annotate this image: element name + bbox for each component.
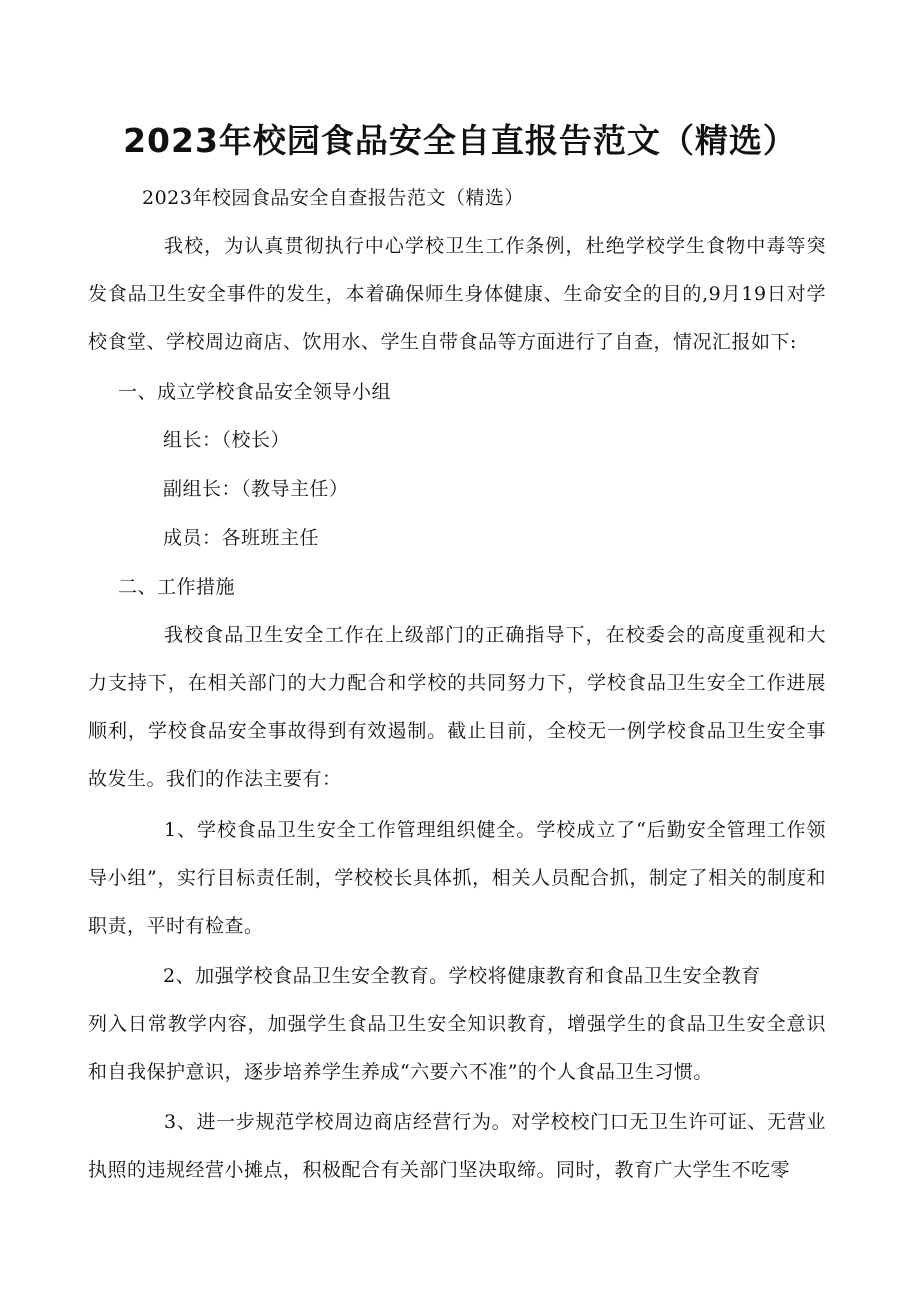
section-1-heading: 一、成立学校食品安全领导小组 (118, 381, 392, 403)
intro-paragraph: 我校，为认真贯彻执行中心学校卫生工作条例，杜绝学校学生食物中毒等突发食品卫生安全事件的发生，本着确保师生身体健康、生命安全的目的,9月19日对学校食堂、学校周边商店、饮用水、学生自带食品等方面进行了自查，情况汇报如下: (88, 235, 826, 353)
group-deputy: 副组长：（教导主任） (163, 478, 349, 500)
measure-item-3: 3、进一步规范学校周边商店经营行为。对学校校门口无卫生许可证、无营业执照的违规经营小摊点，积极配合有关部门坚决取缔。同时，教育广大学生不吃零 (88, 1111, 826, 1181)
group-members: 成员：各班班主任 (163, 527, 320, 549)
document-subtitle: 2023年校园食品安全自查报告范文（精选） (142, 187, 524, 209)
measure-item-2-continued: 列入日常教学内容，加强学生食品卫生安全知识教育，增强学生的食品卫生安全意识和自我保护意识，逐步培养学生养成“六要六不准”的个人食品卫生习惯。 (88, 1013, 826, 1083)
measures-summary-paragraph: 我校食品卫生安全工作在上级部门的正确指导下，在校委会的高度重视和大力支持下，在相关部门的大力配合和学校的共同努力下，学校食品卫生安全工作进展顺利，学校食品安全事故得到有效遏制。截止目前，全校无一例学校食品卫生安全事故发生。我们的作法主要有： (88, 624, 826, 790)
section-2-heading: 二、工作措施 (118, 576, 236, 598)
measure-item-1: 1、学校食品卫生安全工作管理组织健全。学校成立了“后勤安全管理工作领导小组”，实行目标责任制，学校校长具体抓，相关人员配合抓，制定了相关的制度和职责，平时有检查。 (88, 819, 826, 937)
group-leader: 组长：（校长） (163, 429, 291, 451)
measure-item-2-first-line: 2、加强学校食品卫生安全教育。学校将健康教育和食品卫生安全教育 (163, 965, 761, 987)
document-title: 2023年校园食品安全自直报告范文（精选） (123, 121, 797, 160)
